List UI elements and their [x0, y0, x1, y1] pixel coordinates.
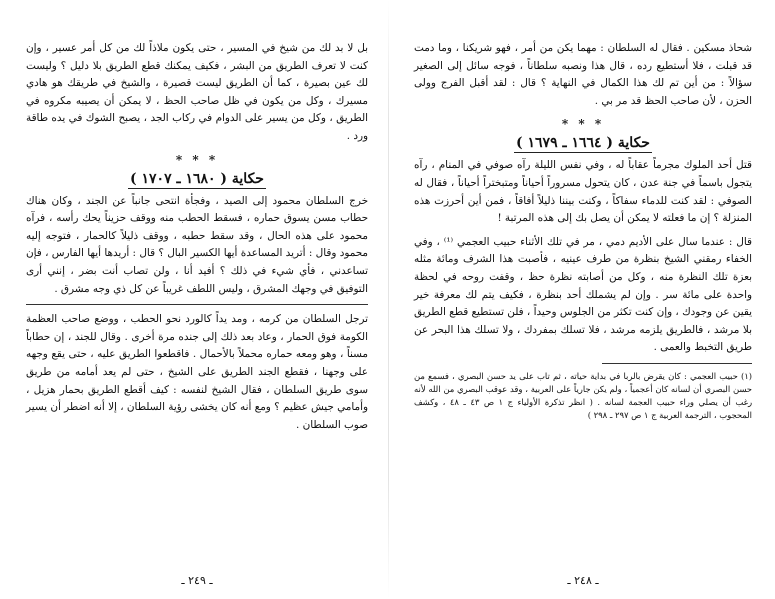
- footnote: (١) حبيب العجمي : كان يقرض بالربا في بداية حياته ، ثم تاب على يد حسن البصري ، فسمع من حسن البصري أن لسانه كان أعجمياً ، ولم يكن جارياً على العربية ، وقد عوقب البصري من الله لأنه رغب أن يصلي وراء حبيب العجمة لسانه . ( انظر تذكرة الأولياء ج ١ ص ٤٣ ـ ٤٨ ، وكشف المحجوب ، الترجمة العربية ج ١ ص ٢٩٧ ـ ٢٩٨ ): [414, 370, 752, 420]
- left-page-number: ـ ٢٤٩ ـ: [181, 574, 213, 587]
- left-paragraph-3: ترجل السلطان من كرمه ، ومد يداً كالورد نحو الحطب ، ووضع صاحب العظمة الكومة فوق الحمار ، وعاد بعد ذلك إلى جنده مرة أخرى . وقال للجند ، إن حطاباً مسناً ، وهو ومعه حماره محملاً بالأحمال . فاقطعوا الطريق عليه ، حتى يقع وجهه على وجهنا ، فقطع الجند الطريق على الشيخ ، حتى لم يعد أمامه من طريق سوى طريق السلطان ، فقال الشيخ لنفسه : كيف أقطع الطريق بحمار هزيل ، وأمامي جيش عظيم ؟ ومع أنه كان يخشى رؤية السلطان ، إلا أنه اضطر أن يسير صوب السلطان .: [26, 313, 368, 431]
- left-story-heading: [26, 171, 368, 187]
- right-story-heading-text: حكاية ( ١٦٦٤ ـ ١٦٧٩ ): [516, 135, 650, 152]
- right-story-heading: [414, 135, 752, 151]
- left-paragraph-1: بل لا بد لك من شيخ في المسير ، حتى يكون ملاذاً لك من كل أمر عسير ، وإن كنت لا تعرف الطريق من البشر ، فكيف يمكنك قطع الطريق بلا دليل ؟ وليست لك عين بصيرة ، كما أن الطريق ليست قصيرة ، والشيخ في طريقك هو هادي مسيرك ، وكل من يكون في ظل صاحب الحظ ، لا يمكن أن يصيبه مكروه في الطريق ، وكل من يسير على الدوام في ركاب الجد ، يصبح الشوك في يده طاقة ورد .: [26, 42, 368, 142]
- footnote-rule: [602, 363, 752, 364]
- left-section-separator: * * *: [175, 152, 219, 167]
- left-paragraph-divider: [26, 304, 368, 305]
- book-gutter: [388, 0, 389, 599]
- left-story-heading-text: حكاية ( ١٦٨٠ ـ ١٧٠٧ ): [130, 170, 264, 187]
- left-paragraph-2: خرج السلطان محمود إلى الصيد ، وفجأة انتحى جانباً عن الجند ، وكان هناك حطاب مسن يسوق حماره ، فسقط الحطب منه ووقف حزيناً يحك رأسه ، فرآه محمود على هذه الحال ، وقد سقط حطبه ، ووقف ذليلاً كالحمار ، فتوجه إليه محمود وقال : أتريد المساعدة أيها الكسير البال ؟ قال : أريدها أيها الفارس ، فإن تساعدني ، فأي شيء في ذلك ؟ أفيد أنا ، ولن تصاب أنت بضر ، إنني أرى التوفيق في وجهك المشرق ، وليس اللطف غريباً عن كل ذي وجه مشرق .: [26, 194, 368, 295]
- right-section-separator: * * *: [561, 117, 605, 132]
- right-page-number: ـ ٢٤٨ ـ: [567, 574, 599, 587]
- right-page: [414, 40, 752, 587]
- right-paragraph-1: شحاذ مسكين . فقال له السلطان : مهما يكن من أمر ، فهو شريكنا ، وما دمت قد قبلت ، فلا أستطيع رده ، قال هذا ونصبه سلطاناً ، فوجه سائل إلى الصغير سؤالاً : من أين تم لك هذا الكمال في النهاية ؟ قال : لقد أقبل الفرج وولى الحزن ، لأن صاحب الحظ قد مر بي .: [414, 42, 752, 107]
- left-page: [26, 40, 368, 587]
- right-paragraph-3: قال : عندما سال على الأديم دمي ، مر في تلك الأثناء حبيب العجمي ⁽¹⁾ ، وفي الخفاء رمقني الشيخ بنظرة من طرف عينيه ، فأصبت هذا الشرف ومائة مثله بعزة تلك النظرة منه ، وكل من أصابته نظرة حظ ، وقفت روحه في لحظة واحدة على مائة سر . وإن لم يشملك أحد بنظرة ، فكيف يتم لك معرفة خير يقين عن وجودك ، وإن كنت تكثر من الجلوس وحيداً ، فلن تستطيع قطع الطريق بلا مرشد ، فالطريق يلزمه مرشد ، فلا تسلك بمفردك ، ولا تسلك هذا البحر عن طريق التخبط والعمى .: [414, 235, 752, 354]
- right-paragraph-2: قتل أحد الملوك مجرماً عقاباً له ، وفي نفس الليلة رآه صوفي في المنام ، رآه يتجول باسماً في جنة عدن ، كان يتحول مسروراً أحياناً ومتبختراً أحياناً ، فقال له الصوفي : لقد كنت للدماء سفاكاً ، وكنت بيننا ذليلاً أفاقاً ، فمن أين أحرزت هذه المنزلة ؟ إن ما فعلته لا يمكن أن يصل بك إلى هذه المرتبة !: [414, 159, 752, 225]
